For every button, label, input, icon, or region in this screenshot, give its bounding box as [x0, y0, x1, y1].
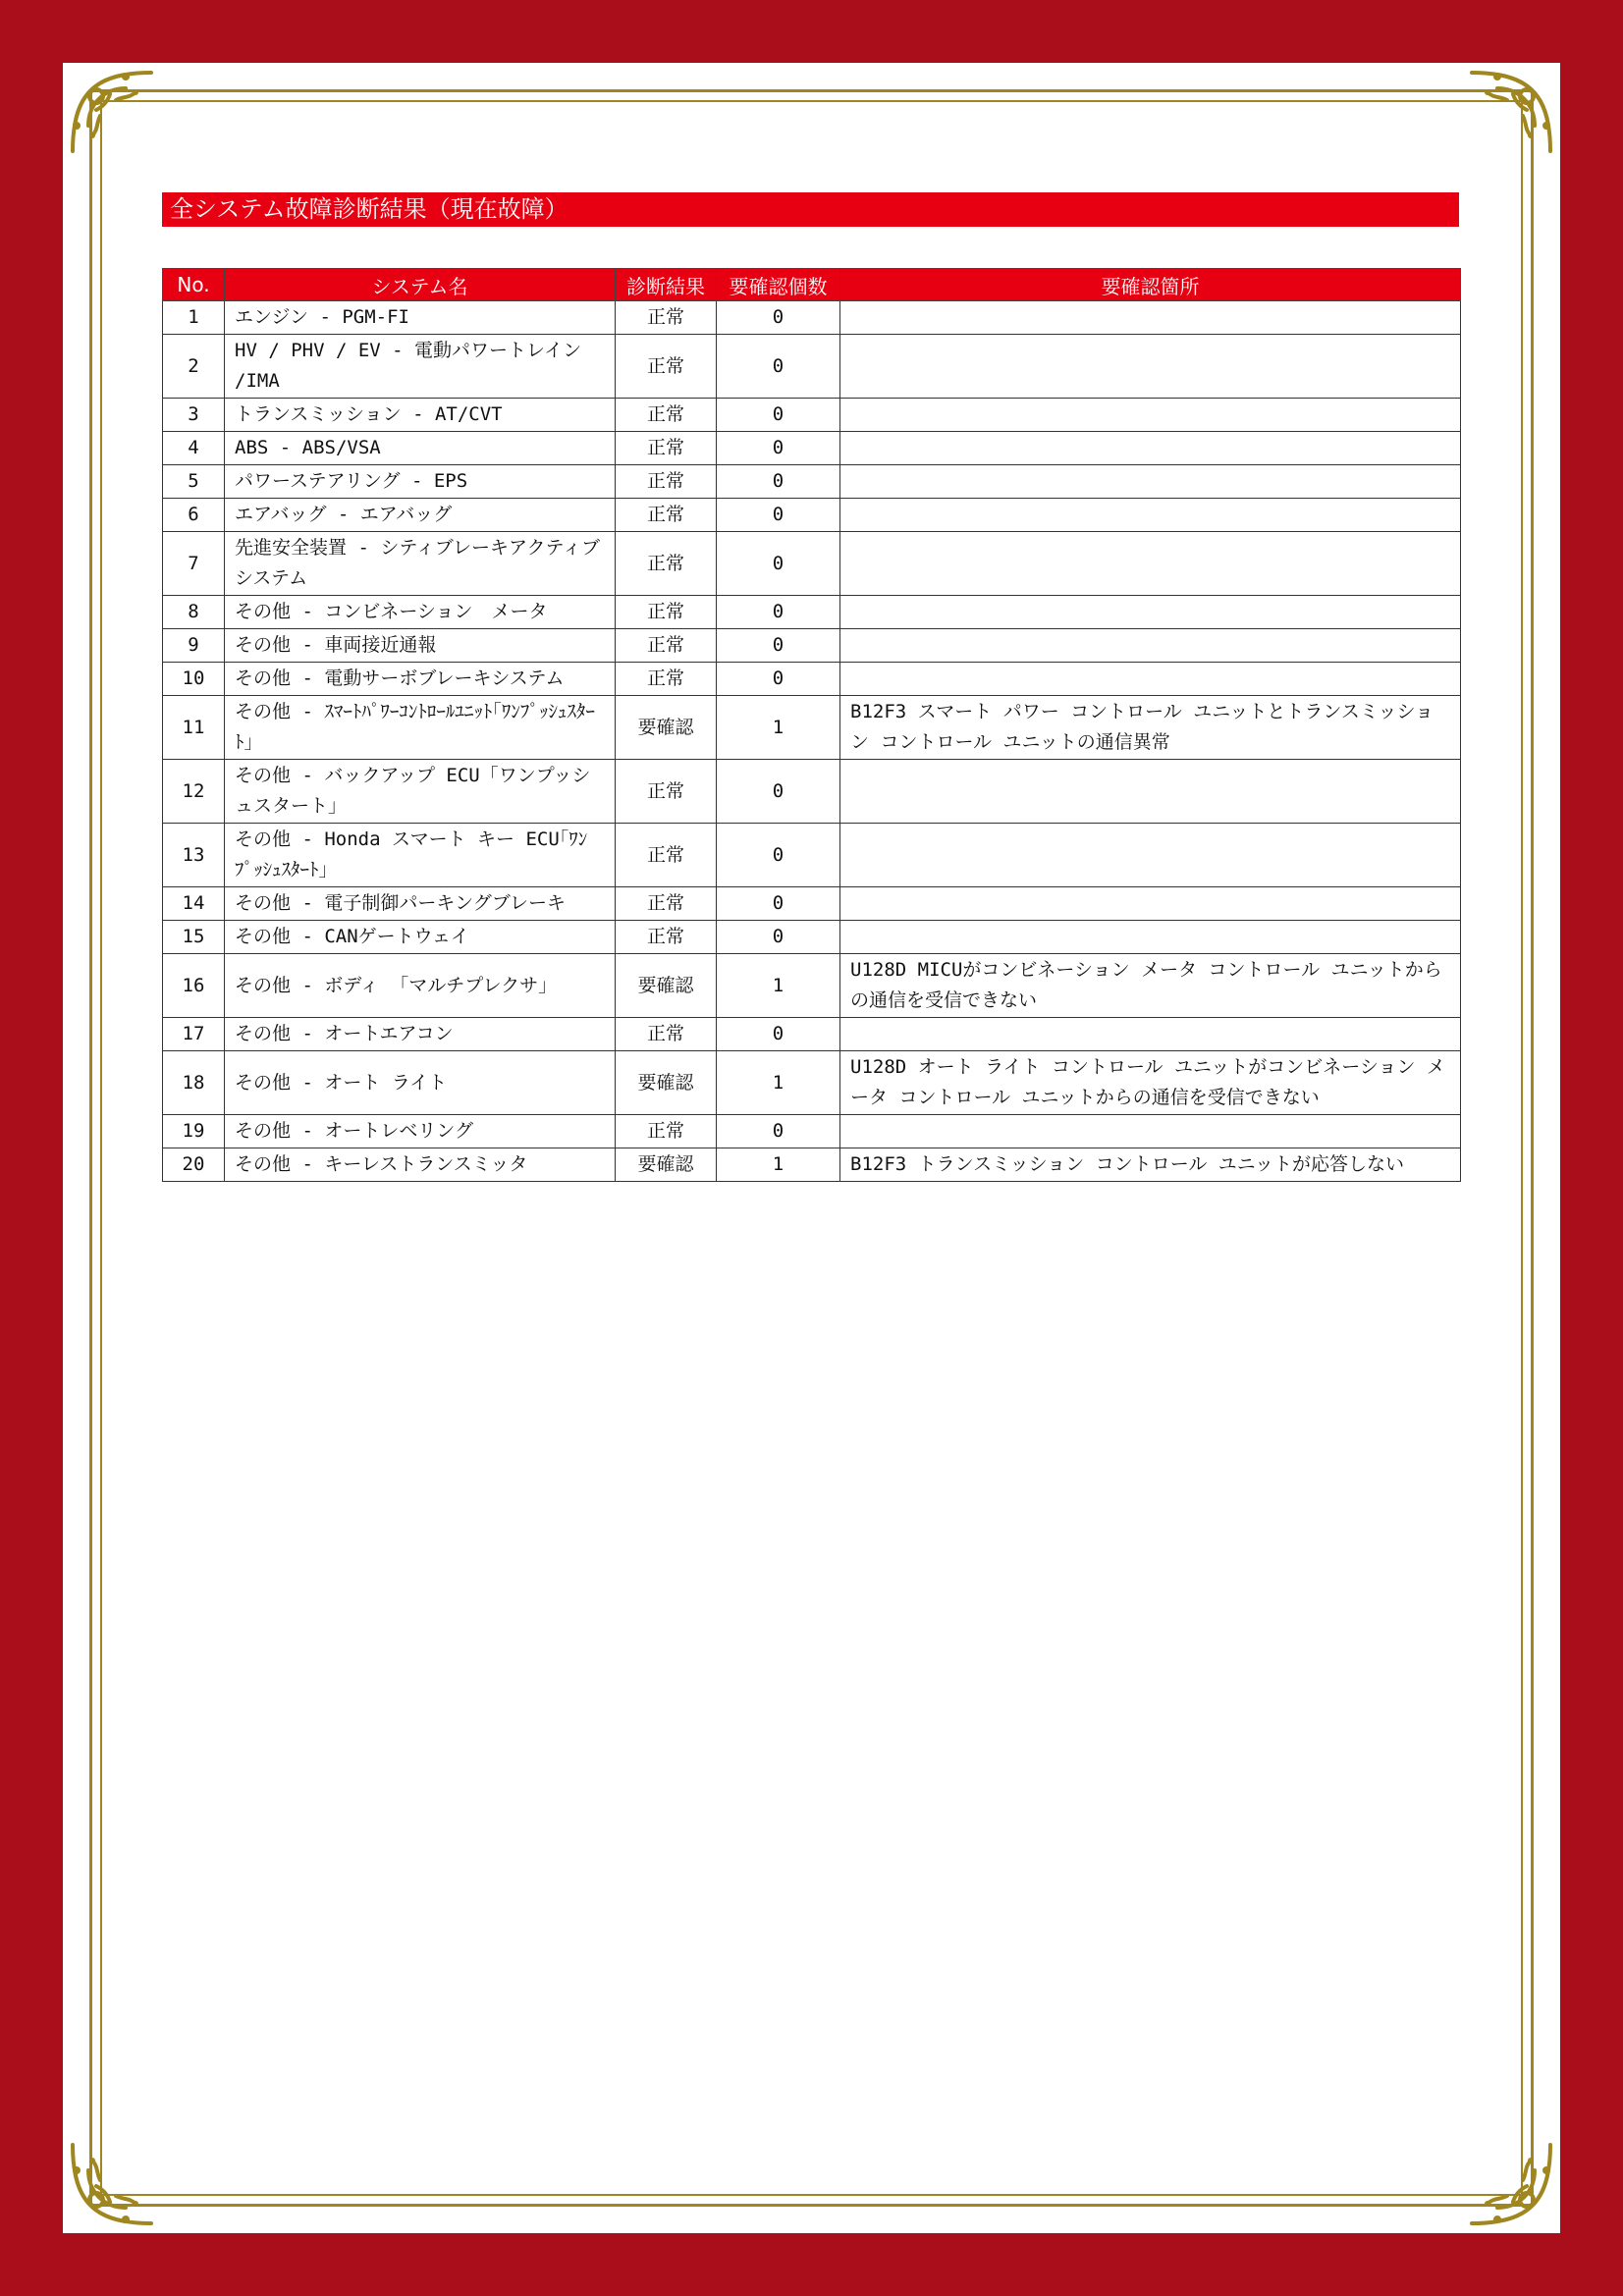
row-result: 正常: [616, 335, 717, 399]
row-location: [840, 663, 1461, 696]
table-row: [163, 301, 1461, 335]
row-count: 0: [717, 432, 840, 465]
row-result: 正常: [616, 921, 717, 954]
column-header-result: 診断結果: [616, 269, 717, 301]
corner-ornament-icon: [67, 67, 157, 157]
row-no: 17: [163, 1018, 225, 1051]
row-result: 要確認: [616, 954, 717, 1018]
row-no: 10: [163, 663, 225, 696]
row-no: 19: [163, 1115, 225, 1148]
row-system: HV / PHV / EV - 電動パワートレイン /IMA: [225, 335, 616, 399]
row-count: 0: [717, 921, 840, 954]
row-system: その他 - 電子制御パーキングブレーキ: [225, 887, 616, 921]
row-result: 要確認: [616, 696, 717, 760]
table-row: [163, 887, 1461, 921]
row-result: 正常: [616, 596, 717, 629]
row-no: 20: [163, 1148, 225, 1182]
table-row: [163, 663, 1461, 696]
row-system: その他 - バックアップ ECU「ワンプッシュスタート」: [225, 760, 616, 824]
row-count: 1: [717, 954, 840, 1018]
row-no: 12: [163, 760, 225, 824]
row-system: 先進安全装置 - シティブレーキアクティブシステム: [225, 532, 616, 596]
row-result: 正常: [616, 760, 717, 824]
row-system: エンジン - PGM-FI: [225, 301, 616, 335]
row-location: [840, 335, 1461, 399]
row-location: [840, 465, 1461, 499]
row-result: 正常: [616, 629, 717, 663]
row-count: 0: [717, 301, 840, 335]
row-no: 14: [163, 887, 225, 921]
section-title: 全システム故障診断結果（現在故障）: [162, 192, 1459, 227]
row-result: 正常: [616, 499, 717, 532]
row-result: 正常: [616, 663, 717, 696]
table-row: [163, 432, 1461, 465]
row-count: 0: [717, 335, 840, 399]
table-row: [163, 921, 1461, 954]
row-system: その他 - オートエアコン: [225, 1018, 616, 1051]
row-system: その他 - オート ライト: [225, 1051, 616, 1115]
row-location: B12F3 スマート パワー コントロール ユニットとトランスミッション コントロール ユニットの通信異常: [840, 696, 1461, 760]
row-system: その他 - キーレストランスミッタ: [225, 1148, 616, 1182]
row-system: パワーステアリング - EPS: [225, 465, 616, 499]
table-row: [163, 399, 1461, 432]
row-count: 0: [717, 399, 840, 432]
row-system: その他 - オートレベリング: [225, 1115, 616, 1148]
row-location: [840, 1018, 1461, 1051]
row-count: 0: [717, 1115, 840, 1148]
row-result: 正常: [616, 824, 717, 887]
table-row: [163, 1115, 1461, 1148]
row-result: 正常: [616, 887, 717, 921]
row-location: [840, 629, 1461, 663]
row-system: その他 - コンビネーション メータ: [225, 596, 616, 629]
row-result: 正常: [616, 399, 717, 432]
row-count: 0: [717, 465, 840, 499]
row-no: 13: [163, 824, 225, 887]
row-no: 11: [163, 696, 225, 760]
row-count: 0: [717, 663, 840, 696]
table-row: [163, 335, 1461, 399]
row-count: 1: [717, 1148, 840, 1182]
row-count: 0: [717, 1018, 840, 1051]
row-no: 3: [163, 399, 225, 432]
row-no: 15: [163, 921, 225, 954]
table-row: [163, 629, 1461, 663]
row-result: 正常: [616, 1115, 717, 1148]
table-row: [163, 532, 1461, 596]
row-result: 要確認: [616, 1148, 717, 1182]
row-result: 正常: [616, 532, 717, 596]
row-count: 0: [717, 760, 840, 824]
table-row: [163, 465, 1461, 499]
column-header-location: 要確認箇所: [840, 269, 1461, 301]
row-location: [840, 1115, 1461, 1148]
row-result: 正常: [616, 1018, 717, 1051]
row-count: 0: [717, 887, 840, 921]
column-header-count: 要確認個数: [717, 269, 840, 301]
row-no: 16: [163, 954, 225, 1018]
table-row: [163, 1018, 1461, 1051]
table-row: [163, 1051, 1461, 1115]
diagnosis-table: [162, 268, 1461, 1182]
row-count: 0: [717, 499, 840, 532]
row-no: 6: [163, 499, 225, 532]
column-header-no: No.: [163, 269, 225, 301]
table-row: [163, 696, 1461, 760]
row-location: [840, 824, 1461, 887]
row-result: 正常: [616, 301, 717, 335]
row-no: 1: [163, 301, 225, 335]
row-no: 2: [163, 335, 225, 399]
table-row: [163, 824, 1461, 887]
table-row: [163, 760, 1461, 824]
table-header-row: [163, 269, 1461, 301]
row-location: [840, 432, 1461, 465]
column-header-system: システム名: [225, 269, 616, 301]
row-no: 7: [163, 532, 225, 596]
table-row: [163, 596, 1461, 629]
row-no: 4: [163, 432, 225, 465]
row-count: 0: [717, 824, 840, 887]
row-location: [840, 532, 1461, 596]
row-system: その他 - ｽﾏｰﾄﾊﾟﾜｰｺﾝﾄﾛｰﾙﾕﾆｯﾄ｢ﾜﾝﾌﾟｯｼｭｽﾀｰﾄ｣: [225, 696, 616, 760]
row-system: ABS - ABS/VSA: [225, 432, 616, 465]
row-system: トランスミッション - AT/CVT: [225, 399, 616, 432]
row-location: [840, 301, 1461, 335]
row-location: U128D オート ライト コントロール ユニットがコンビネーション メータ コントロール ユニットからの通信を受信できない: [840, 1051, 1461, 1115]
corner-ornament-icon: [67, 2139, 157, 2229]
row-count: 0: [717, 629, 840, 663]
row-location: [840, 887, 1461, 921]
table-row: [163, 1148, 1461, 1182]
corner-ornament-icon: [1466, 67, 1556, 157]
row-location: [840, 499, 1461, 532]
row-system: その他 - ボディ 「マルチプレクサ」: [225, 954, 616, 1018]
row-no: 9: [163, 629, 225, 663]
row-no: 5: [163, 465, 225, 499]
row-no: 8: [163, 596, 225, 629]
row-count: 0: [717, 596, 840, 629]
table-row: [163, 954, 1461, 1018]
row-system: その他 - 車両接近通報: [225, 629, 616, 663]
row-location: [840, 760, 1461, 824]
row-result: 正常: [616, 432, 717, 465]
row-system: その他 - 電動サーボブレーキシステム: [225, 663, 616, 696]
row-count: 1: [717, 696, 840, 760]
row-result: 正常: [616, 465, 717, 499]
corner-ornament-icon: [1466, 2139, 1556, 2229]
row-location: U128D MICUがコンビネーション メータ コントロール ユニットからの通信を受信できない: [840, 954, 1461, 1018]
row-result: 要確認: [616, 1051, 717, 1115]
row-location: [840, 921, 1461, 954]
row-no: 18: [163, 1051, 225, 1115]
row-count: 0: [717, 532, 840, 596]
report-page: [63, 63, 1560, 2233]
row-count: 1: [717, 1051, 840, 1115]
row-location: B12F3 トランスミッション コントロール ユニットが応答しない: [840, 1148, 1461, 1182]
row-system: その他 - CANゲートウェイ: [225, 921, 616, 954]
row-system: エアバッグ - エアバッグ: [225, 499, 616, 532]
row-location: [840, 399, 1461, 432]
row-system: その他 - Honda スマート キー ECU｢ﾜﾝﾌﾟｯｼｭｽﾀｰﾄ｣: [225, 824, 616, 887]
table-row: [163, 499, 1461, 532]
row-location: [840, 596, 1461, 629]
